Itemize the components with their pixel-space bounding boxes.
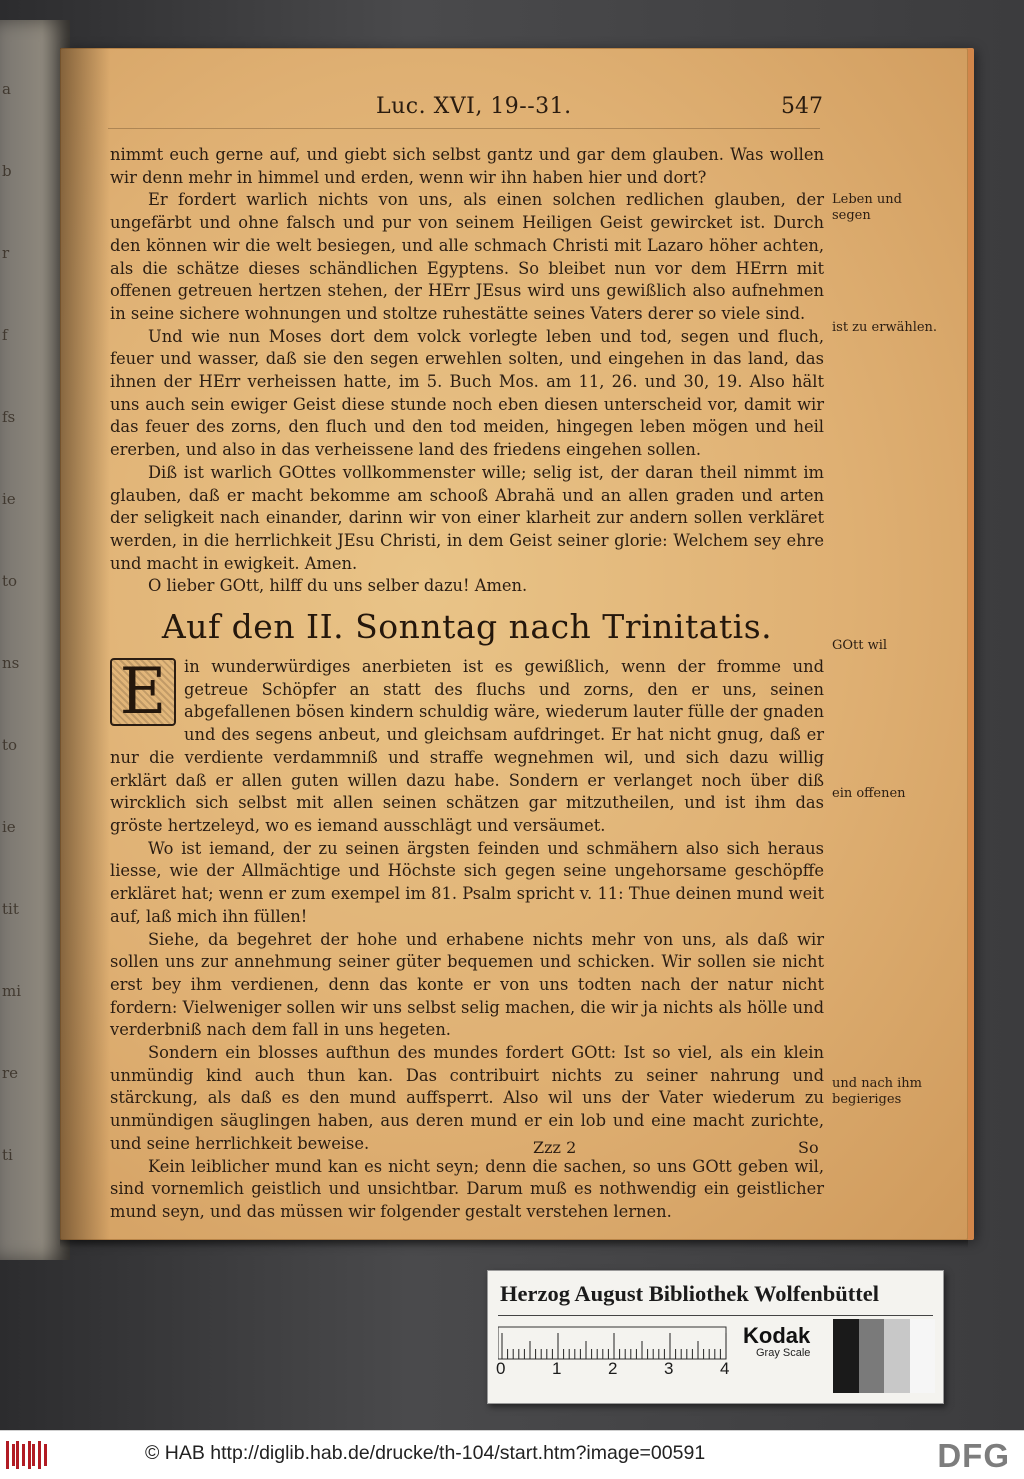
ruler-number: 2 — [608, 1359, 618, 1378]
logo-bar — [6, 1441, 9, 1469]
margin-note: GOtt wil — [832, 638, 888, 653]
gray-scale-swatches — [833, 1319, 935, 1393]
logo-bar — [32, 1444, 35, 1466]
prev-page-fragment: to — [2, 736, 18, 754]
running-head: Luc. XVI, 19--31. — [376, 94, 572, 119]
page-bottom-shadow — [60, 1240, 968, 1248]
closing-prayer: O lieber GOtt, hilff du uns selber dazu! Amen. — [148, 576, 528, 596]
prev-page-fragment: ns — [2, 654, 20, 672]
gray-scale-caption: Gray Scale — [756, 1347, 811, 1359]
paragraph: nimmt euch gerne auf, und giebt sich selbst gantz und gar dem glauben. Was wollen wir denn mehr in himmel und erden, wenn wir ihn haben hier und dort? — [110, 145, 824, 187]
prev-page-fragment: r — [2, 244, 10, 262]
measurement-ruler — [498, 1323, 728, 1361]
prev-page-fragment: f — [2, 326, 8, 344]
paragraph: Und wie nun Moses dort dem volck vorlegte leben und tod, segen und fluch, feuer und wasser, daß sie den segen erwehlen solten, und eingehen in das land, das ihnen der HErr verheissen hatte, im 5. Buch Mos. am 11, 26. und 30, 19. Also hält uns auch sein ewiger Geist diese stunde noch eben diesen unterscheid vor, damit wir das feuer des zorns, den fluch und den tod meiden, hingegen leben mögen und heil ererben, und also in das verheissene land des friedens eingehen sollen. — [110, 326, 824, 460]
footer-bar — [0, 1430, 1024, 1479]
prev-page-fragment: to — [2, 572, 18, 590]
kodak-brand: Kodak — [743, 1323, 811, 1348]
paragraph: Kein leiblicher mund kan es nicht seyn; denn die sachen, so uns GOtt geben wil, sind vornemlich geistlich und unsichtbar. Darum muß es nothwendig ein geistlicher mund seyn, und das müssen wir folgender gestalt verstehen lernen. — [110, 1156, 824, 1221]
paragraph: Diß ist warlich GOttes vollkommenster wille; selig ist, der daran theil nimmt im glauben, daß er macht bekomme am schooß Abrahä und an allen graden und arten der seligkeit nach einander, darinn wir von einer klarheit zur andern sollen verkläret werden, in die herrlichkeit JEsu Christi, in dem Geist seiner glorie: Welchem sey ehre und macht in ewigkeit. Amen. — [110, 462, 824, 573]
logo-bar — [28, 1441, 31, 1469]
prev-page-fragment: a — [2, 80, 11, 98]
prev-page-fragment: ti — [2, 1146, 13, 1164]
gray-swatch — [833, 1319, 859, 1393]
ruler-number: 1 — [552, 1359, 562, 1378]
page-footer-line — [60, 1138, 968, 1162]
drop-cap-initial: E — [110, 658, 176, 726]
section-heading: Auf den II. Sonntag nach Trinitatis. — [161, 607, 773, 647]
prev-page-fragment: fs — [2, 408, 16, 426]
paragraph: Wo ist iemand, der zu seinen ärgsten feinden und schmähern also sich heraus liesse, wie der Allmächtige und Höchste sich gegen seine ungehorsame geschöpffe erkläret hat; wenn er zum exempel im 81. Psalm spricht v. 11: Thue deinen mund weit auf, laß mich ihn füllen! — [110, 838, 824, 926]
logo-bar — [38, 1441, 41, 1469]
logo-bar — [22, 1444, 25, 1466]
catchword: So — [798, 1138, 819, 1157]
logo-bar — [44, 1444, 47, 1466]
copyright-url[interactable]: © HAB http://diglib.hab.de/drucke/th-104/start.htm?image=00591 — [145, 1442, 706, 1464]
book-page — [60, 48, 968, 1240]
prev-page-fragment: b — [2, 162, 12, 180]
library-label-card — [487, 1270, 944, 1404]
logo-bar — [16, 1441, 19, 1469]
margin-note: Leben und segen — [832, 192, 902, 223]
hab-logo-icon — [6, 1441, 50, 1469]
ruler-number: 4 — [720, 1359, 730, 1378]
gray-swatch — [910, 1319, 936, 1393]
prev-page-fragment: mi — [2, 982, 22, 1000]
margin-note: ist zu erwählen. — [832, 320, 938, 335]
dfg-logo: DFG — [937, 1437, 1010, 1474]
ruler-number: 3 — [664, 1359, 674, 1378]
paragraph: Sondern ein blosses aufthun des mundes fordert GOtt: Ist so viel, als ein klein unmündig kind auch thun kan. Das contribuirt nichts zu seiner nahrung und stärckung, als daß es den mund auffsperrt. Also wil uns der Vater wiederum zu unmündigen säuglingen haben, aus deren mund er ein lob und eine macht zurichte, und seine herrlichkeit beweise. — [110, 1043, 824, 1153]
gray-swatch — [859, 1319, 885, 1393]
label-divider — [498, 1315, 933, 1316]
ruler-numbers — [496, 1359, 736, 1383]
margin-note: und nach ihm begieriges — [832, 1076, 922, 1107]
first-paragraph — [110, 656, 824, 838]
signature-mark: Zzz 2 — [533, 1138, 577, 1157]
main-text-block — [110, 144, 824, 1224]
gray-swatch — [884, 1319, 910, 1393]
prev-page-fragment: ie — [2, 818, 16, 836]
paragraph: Er fordert warlich nichts von uns, als einen solchen redlichen glauben, der ungefärbt und ohne falsch und pur von seinem Heiligen Geist gewircket ist. Durch den können wir die welt besiegen, und alle schmach Christi mit Lazaro höher achten, als die schätze dieses schändlichen Egyptens. So bleibet nun vor dem HErrn mit offenen getreuen hertzen stehen, der HErr JEsus wird uns gewißlich also aufnehmen in seine sichere wohnungen und stoltze ruhestätte seines Vaters derer so viele sind. — [110, 190, 824, 323]
prev-page-fragment: re — [2, 1064, 19, 1082]
page-header — [60, 94, 968, 124]
header-rule — [108, 128, 820, 129]
ruler-number: 0 — [496, 1359, 506, 1378]
library-name: Herzog August Bibliothek Wolfenbüttel — [500, 1281, 879, 1306]
paragraph: Siehe, da begehret der hohe und erhabene nichts mehr von uns, als daß wir sollen uns zur annehmung seiner güter bequemen und schicken. Wir sollen sie nicht erst bey ihm verdienen, denn das konte er von uns todten nach der natur nicht fordern: Vielweniger sollen wir uns selbst selig machen, die wir ja nichts als hölle und verderbniß nach dem fall in uns hegeten. — [110, 929, 824, 1040]
first-paragraph-text: in wunderwürdiges anerbieten ist es gewißlich, wenn der fromme und getreue Schöpfer an statt des fluchs und zorns, den er uns, seinen abgefallenen bösen kindern schuldig wäre, wiederum lauter fülle der gnaden und des segens anbeut, und gleichsam aufdringet. Er hat nicht gnug, daß er nur die verdiente verdammniß und straffe wegnehmen wil, und sich dazu willig erklärt daß er allen guten willen dazu habe. Sondern er verlanget noch über diß wircklich sich selbst mit allen seinen schätzen gar mitzutheilen, und ist ihm das gröste hertzeleyd, wo es iemand ausschlägt und versäumet. — [110, 657, 824, 835]
page-number: 547 — [781, 94, 823, 119]
gutter-shadow — [60, 48, 110, 1240]
prev-page-fragment: ie — [2, 490, 16, 508]
logo-bar — [12, 1444, 15, 1466]
prev-page-fragment: tit — [2, 900, 19, 918]
margin-note: ein offenen — [832, 786, 906, 801]
